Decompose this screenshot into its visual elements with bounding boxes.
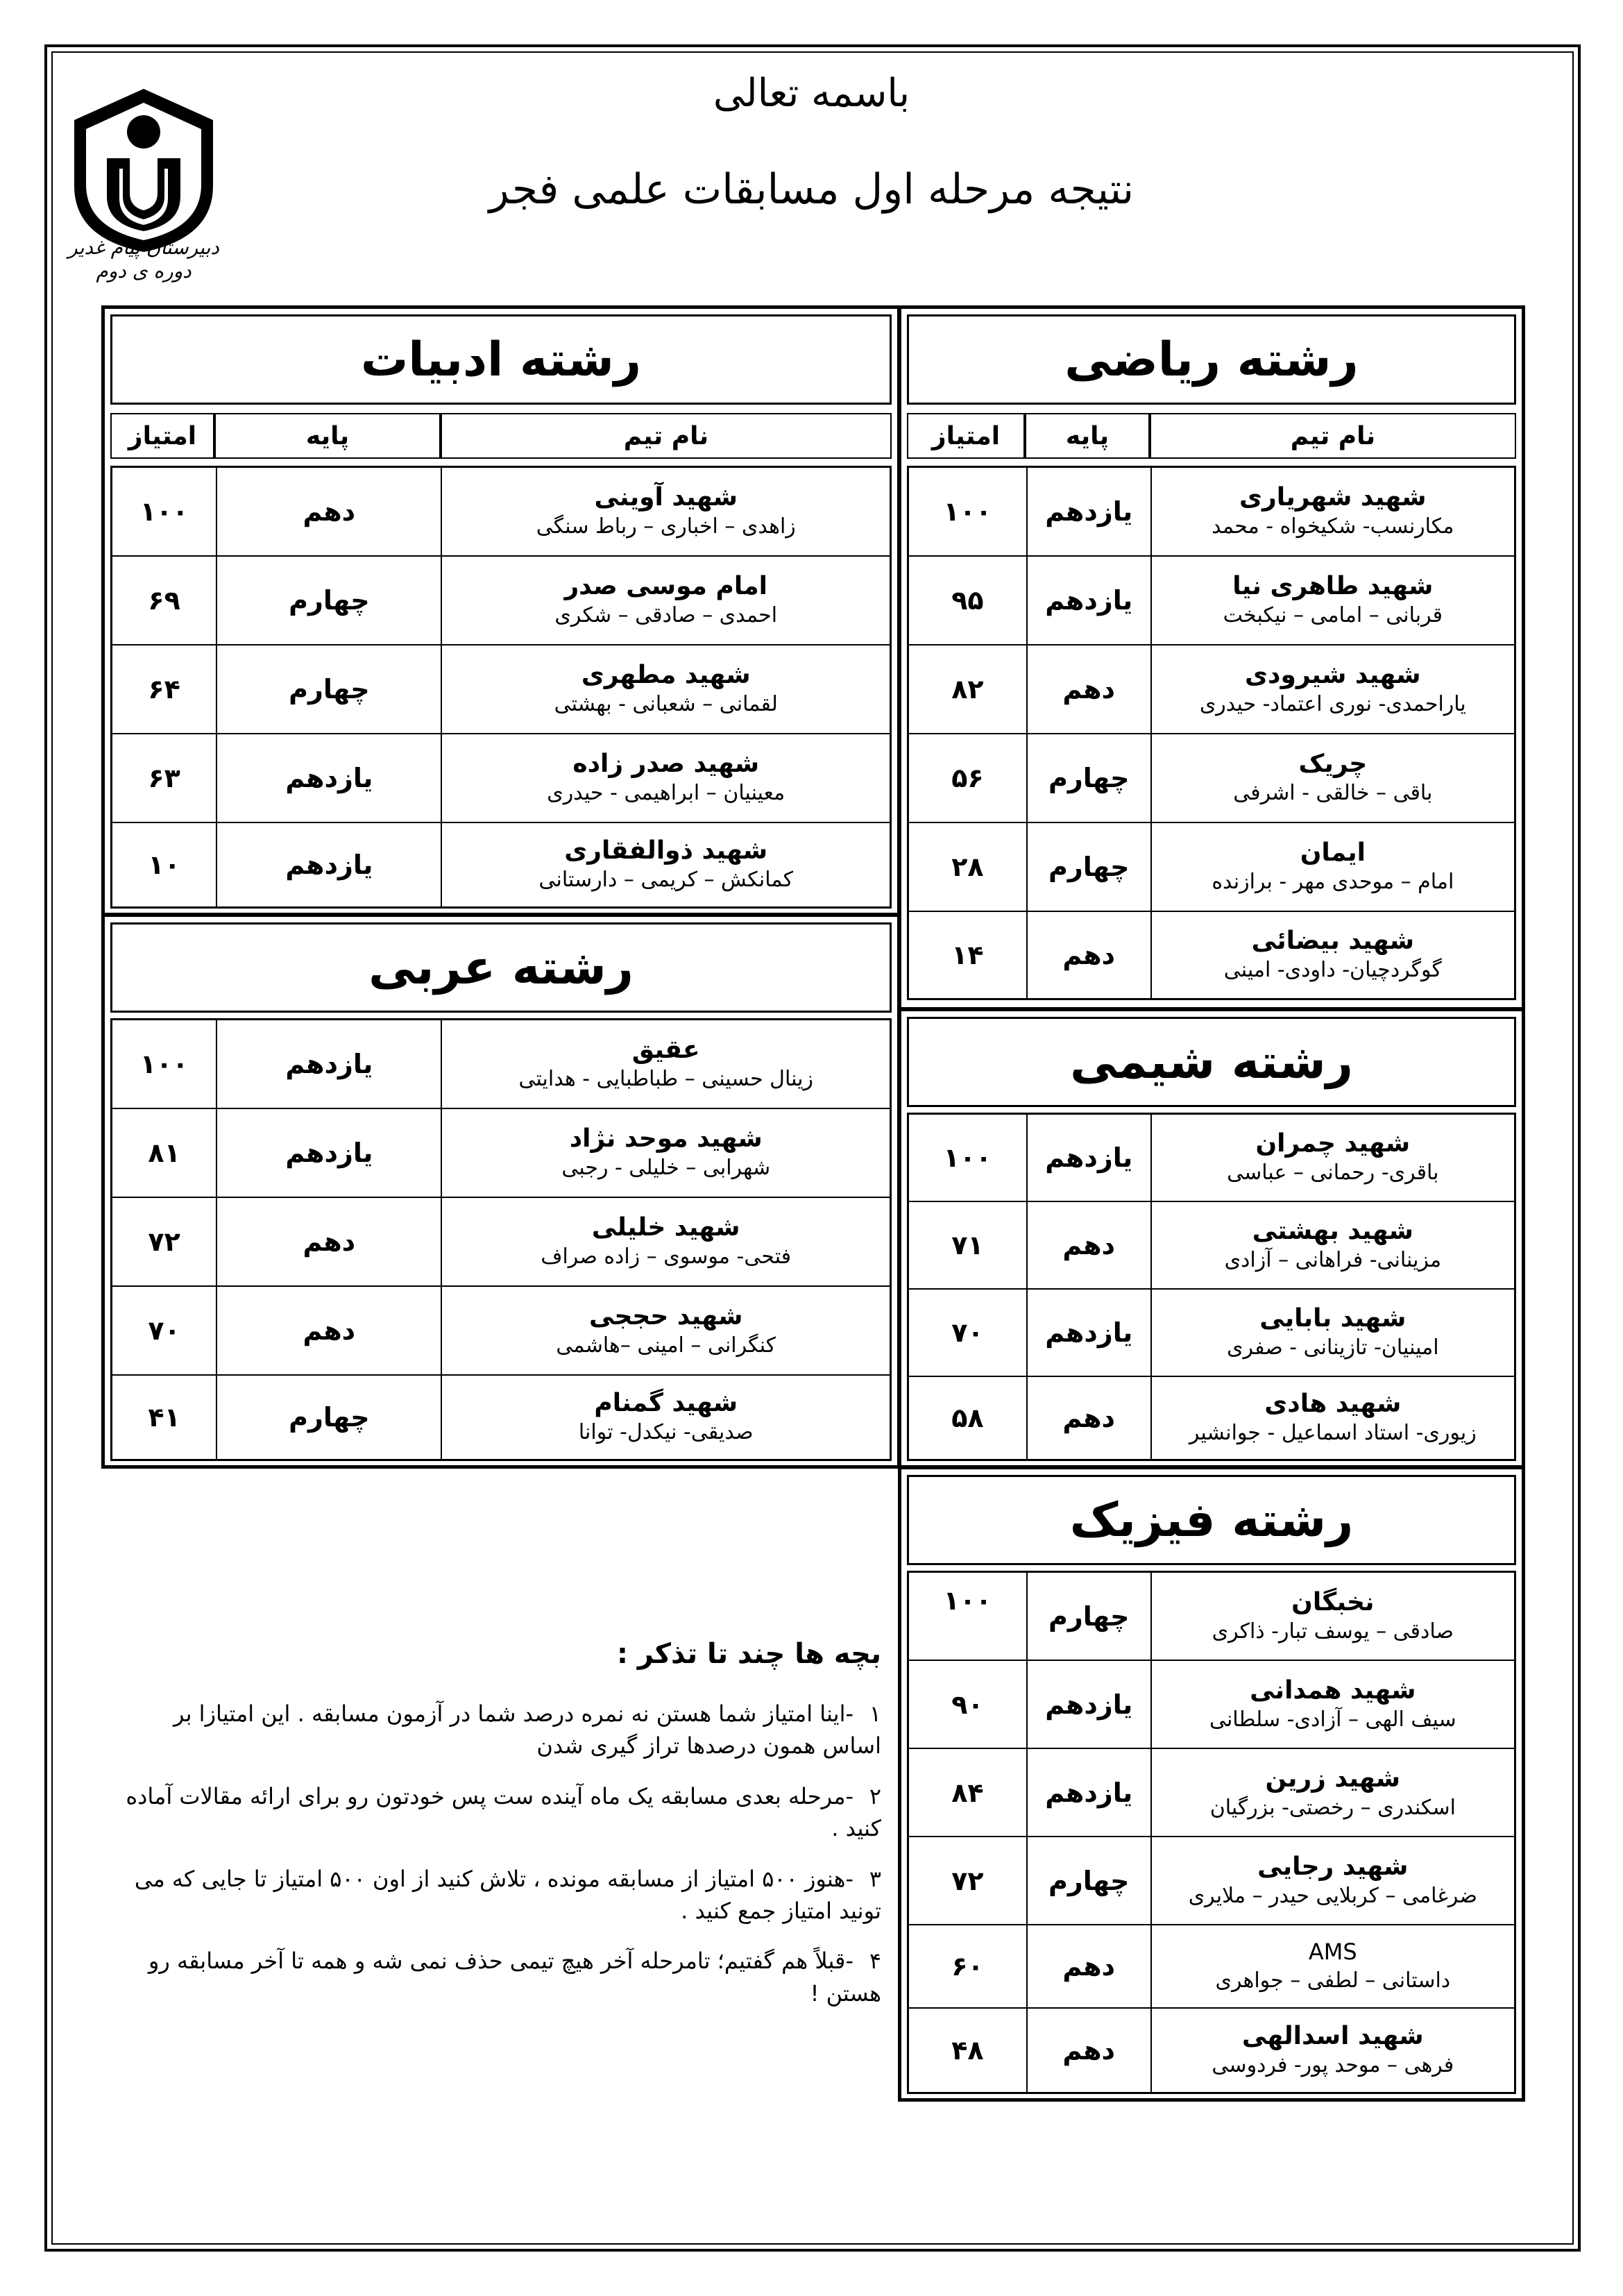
table-row [909,1837,1514,1925]
grade-cell: یازدهم [216,1109,441,1197]
grade-cell: دهم [216,1287,441,1374]
score-cell: ۸۲ [951,674,984,704]
team-name: شهید موحد نژاد [569,1124,763,1154]
team-name: شهید چمران [1255,1129,1411,1158]
team-members: امینیان- تازینانی - صفری [1227,1335,1439,1360]
team-members: باقی – خالقی - اشرفی [1233,781,1433,806]
team-cell [441,645,890,733]
score-cell: ۷۰ [951,1317,984,1348]
notes-block [111,1638,881,2027]
team-members: لقمانی – شعبانی - بهشتی [554,692,778,717]
note-item [111,1780,881,1845]
team-name: شهید بیضائی [1251,927,1414,956]
team-members: سیف الهی – آزادی- سلطانی [1209,1707,1456,1732]
team-members: کنگرانی – امینی –هاشمی [556,1333,776,1358]
note-text: -قبلاً هم گفتیم؛ تامرحله آخر هیچ تیمی حذف نمی شه و همه تا آخر مسابقه رو هستن ! [148,1948,881,2007]
note-item [111,1698,881,1762]
score-cell: ۶۰ [951,1951,984,1982]
grade-cell: چهارم [216,645,441,733]
score-cell: ۹۰ [951,1689,984,1720]
note-item [111,1863,881,1927]
grade-cell: دهم [1026,912,1150,998]
literature-column-header [110,413,892,459]
team-name: شهید آوینی [594,483,738,512]
chemistry-rows [907,1113,1516,1461]
team-members: معینیان – ابراهیمی - حیدری [547,781,785,806]
team-name: شهید همدانی [1250,1675,1416,1705]
score-cell: ۷۲ [951,1865,984,1896]
team-name: شهید زرین [1265,1764,1401,1793]
table-row [909,557,1514,645]
grade-cell: دهم [1026,1202,1150,1288]
score-cell: ۱۴ [951,940,984,970]
score-cell: ۸۴ [951,1777,984,1808]
table-row [112,645,890,734]
team-members: اسکندری – رخصتی- بزرگیان [1209,1795,1456,1820]
team-members: صادقی – یوسف تبار- ذاکری [1212,1619,1454,1644]
team-members: باقری- رحمانی – عباسی [1227,1160,1439,1185]
grade-cell: چهارم [216,1376,441,1459]
team-members: کمانکش – کریمی – دارستانی [538,868,793,893]
team-name: شهید گمنام [594,1389,738,1418]
team-members: شهرابی – خلیلی - رجبی [561,1156,771,1181]
grade-cell: یازدهم [1026,1661,1150,1748]
col-score-header: امتیاز [907,413,1025,459]
note-text: -اینا امتیاز شما هستن نه نمره درصد شما در آزمون مسابقه . این امتیازا بر اساس همون درصدها تراز گیری شدن [173,1700,881,1759]
team-members: ضرغامی – کربلایی حیدر – ملایری [1188,1883,1477,1908]
team-cell [441,1287,890,1374]
team-cell [441,1020,890,1108]
note-number: ۱ [869,1700,881,1727]
score-cell: ۷۰ [148,1315,180,1346]
team-name: شهید مطهری [581,661,751,690]
col-grade-header: پایه [1025,413,1150,459]
team-members: امام – موحدی مهر - برازنده [1212,870,1454,895]
grade-cell: چهارم [1026,734,1150,822]
grade-cell: دهم [1026,1377,1150,1459]
table-row [909,912,1514,998]
grade-cell: دهم [1026,2009,1150,2092]
team-cell [441,1109,890,1197]
grade-cell: یازدهم [1026,468,1150,555]
chemistry-section-title: رشته شیمی [907,1017,1516,1107]
table-row [909,1115,1514,1202]
team-cell [1150,468,1514,555]
page-title: نتیجه مرحله اول مسابقات علمی فجر [488,165,1135,214]
score-cell: ۱۰۰ [943,1142,992,1173]
score-cell: ۱۰۰ [943,1585,992,1616]
team-members: مزینانی- فراهانی – آزادی [1224,1248,1442,1273]
table-row [909,2009,1514,2092]
team-cell [1150,557,1514,644]
note-text: -هنوز ۵۰۰ امتیاز از مسابقه مونده ، تلاش کنید از اون ۵۰۰ امتیاز تا جایی که می تونید امتیاز جمع کنید . [134,1865,881,1924]
team-name: AMS [1308,1939,1357,1966]
col-team-header: نام تیم [441,413,892,459]
team-members: یاراحمدی- نوری اعتماد- حیدری [1199,692,1466,717]
score-cell: ۱۰ [148,850,180,880]
score-cell: ۹۵ [951,585,984,616]
math-section [898,305,1525,1011]
grade-cell: یازدهم [1026,557,1150,644]
physics-section-title: رشته فیزیک [907,1475,1516,1565]
col-team-header: نام تیم [1150,413,1516,459]
score-cell: ۱۰۰ [943,496,992,527]
table-row [112,468,890,557]
table-row [909,1661,1514,1749]
math-section-title: رشته ریاضی [907,314,1516,405]
team-members: فتحی- موسوی – زاده صراف [541,1244,792,1269]
score-cell: ۷۲ [148,1226,180,1257]
literature-section-title: رشته ادبیات [110,314,892,405]
note-number: ۴ [869,1948,881,1975]
team-name: امام موسی صدر [564,572,768,601]
score-cell: ۴۸ [951,2035,984,2066]
score-cell: ۶۳ [148,763,180,793]
grade-cell: دهم [216,468,441,555]
team-name: نخبگان [1291,1587,1375,1617]
team-cell [1150,1573,1514,1660]
team-cell [1150,912,1514,998]
score-cell: ۵۸ [951,1403,984,1433]
team-cell [441,1376,890,1459]
col-grade-header: پایه [214,413,441,459]
note-number: ۳ [869,1865,881,1892]
grade-cell: یازدهم [1026,1115,1150,1201]
table-row [112,557,890,645]
team-name: چریک [1298,750,1368,779]
team-members: داستانی – لطفی – جواهری [1215,1968,1451,1993]
team-name: شهید هادی [1264,1390,1402,1419]
logo-text-line-1: دبیرستان پیام غدیر [68,236,219,259]
score-cell: ۷۱ [951,1230,984,1260]
team-cell [1150,1837,1514,1924]
arabic-section [101,913,901,1469]
table-row [909,1377,1514,1459]
grade-cell: یازدهم [1026,1290,1150,1376]
note-number: ۲ [869,1782,881,1809]
table-row [909,645,1514,734]
table-row [112,1198,890,1287]
team-name: شهید طاهری نیا [1232,572,1434,601]
table-row [909,1202,1514,1290]
team-members: فرهی – موحد پور- فردوسی [1212,2053,1454,2078]
team-cell [1150,1290,1514,1376]
grade-cell: چهارم [1026,1573,1150,1660]
team-cell [1150,1377,1514,1459]
team-name: شهید بابایی [1259,1304,1407,1333]
note-text: -مرحله بعدی مسابقه یک ماه آینده ست پس خودتون رو برای ارائه مقالات آماده کنید . [126,1782,881,1842]
team-members: قربانی – امامی – نیکبخت [1223,603,1443,628]
table-row [909,468,1514,557]
table-row [909,1925,1514,2009]
grade-cell: یازدهم [216,734,441,822]
team-name: ایمان [1300,838,1366,868]
grade-cell: دهم [1026,1925,1150,2007]
physics-section [898,1466,1525,2102]
col-score-header: امتیاز [110,413,214,459]
score-cell: ۶۹ [148,585,180,616]
team-cell [1150,734,1514,822]
grade-cell: چهارم [216,557,441,644]
team-cell [1150,823,1514,911]
team-cell [441,468,890,555]
school-logo [64,82,223,290]
team-cell [441,823,890,906]
team-name: شهید حججی [589,1302,743,1331]
table-row [909,734,1514,823]
team-cell [1150,1202,1514,1288]
team-name: عقیق [631,1036,700,1065]
score-cell: ۲۸ [951,852,984,882]
logo-text-line-2: دوره ی دوم [96,259,192,282]
grade-cell: دهم [1026,645,1150,733]
grade-cell: یازدهم [1026,1749,1150,1836]
grade-cell: یازدهم [216,1020,441,1108]
table-row [112,823,890,906]
math-column-header [907,413,1516,459]
table-row [909,1290,1514,1377]
team-cell [1150,2009,1514,2092]
team-cell [441,1198,890,1285]
table-row [112,1287,890,1376]
score-cell: ۱۰۰ [139,1049,189,1079]
score-cell: ۵۶ [951,763,984,793]
table-row [909,823,1514,912]
table-row [112,734,890,823]
bismillah: باسمه تعالی [713,71,910,116]
team-cell [441,734,890,822]
team-members: زینال حسینی – طباطبایی - هدایتی [518,1067,814,1092]
team-name: شهید شیرودی [1245,661,1421,690]
team-name: شهید رجایی [1257,1852,1409,1881]
team-cell [441,557,890,644]
team-members: گوگردچیان- داودی- امینی [1223,958,1442,983]
team-members: زیوری- استاد اسماعیل - جوانشیر [1189,1421,1477,1446]
team-cell [1150,1749,1514,1836]
table-row [909,1573,1514,1661]
team-name: شهید بهشتی [1252,1217,1413,1246]
arabic-section-title: رشته عربی [110,922,892,1013]
team-name: شهید اسدالهی [1241,2022,1424,2051]
arabic-rows [110,1018,892,1461]
team-members: صدیقی- نیکدل- توانا [578,1420,754,1445]
literature-section [101,305,901,916]
grade-cell: چهارم [1026,823,1150,911]
score-cell: ۶۴ [148,674,180,704]
score-cell: ۴۱ [148,1402,180,1433]
grade-cell: دهم [216,1198,441,1285]
score-cell: ۱۰۰ [139,496,189,527]
math-rows [907,466,1516,1000]
team-name: شهید خلیلی [591,1213,740,1242]
team-cell [1150,645,1514,733]
team-name: شهید ذوالفقاری [564,836,768,866]
grade-cell: چهارم [1026,1837,1150,1924]
table-row [112,1376,890,1459]
team-cell [1150,1661,1514,1748]
team-cell [1150,1925,1514,2007]
team-members: زاهدی – اخباری – رباط سنگی [536,514,796,539]
score-cell: ۸۱ [148,1138,180,1168]
grade-cell: یازدهم [216,823,441,906]
team-members: مکارنسب- شکیخواه - محمد [1212,514,1454,539]
note-item [111,1945,881,2009]
team-name: شهید شهریاری [1239,483,1427,512]
logo-caption [64,236,223,282]
physics-rows [907,1571,1516,2094]
table-row [909,1749,1514,1837]
team-members: احمدی – صادقی – شکری [554,603,778,628]
team-name: شهید صدر زاده [572,750,760,779]
table-row [112,1109,890,1198]
literature-rows [110,466,892,909]
team-cell [1150,1115,1514,1201]
chemistry-section [898,1008,1525,1469]
table-row [112,1020,890,1109]
notes-title: بچه ها چند تا تذکر : [616,1638,881,1670]
